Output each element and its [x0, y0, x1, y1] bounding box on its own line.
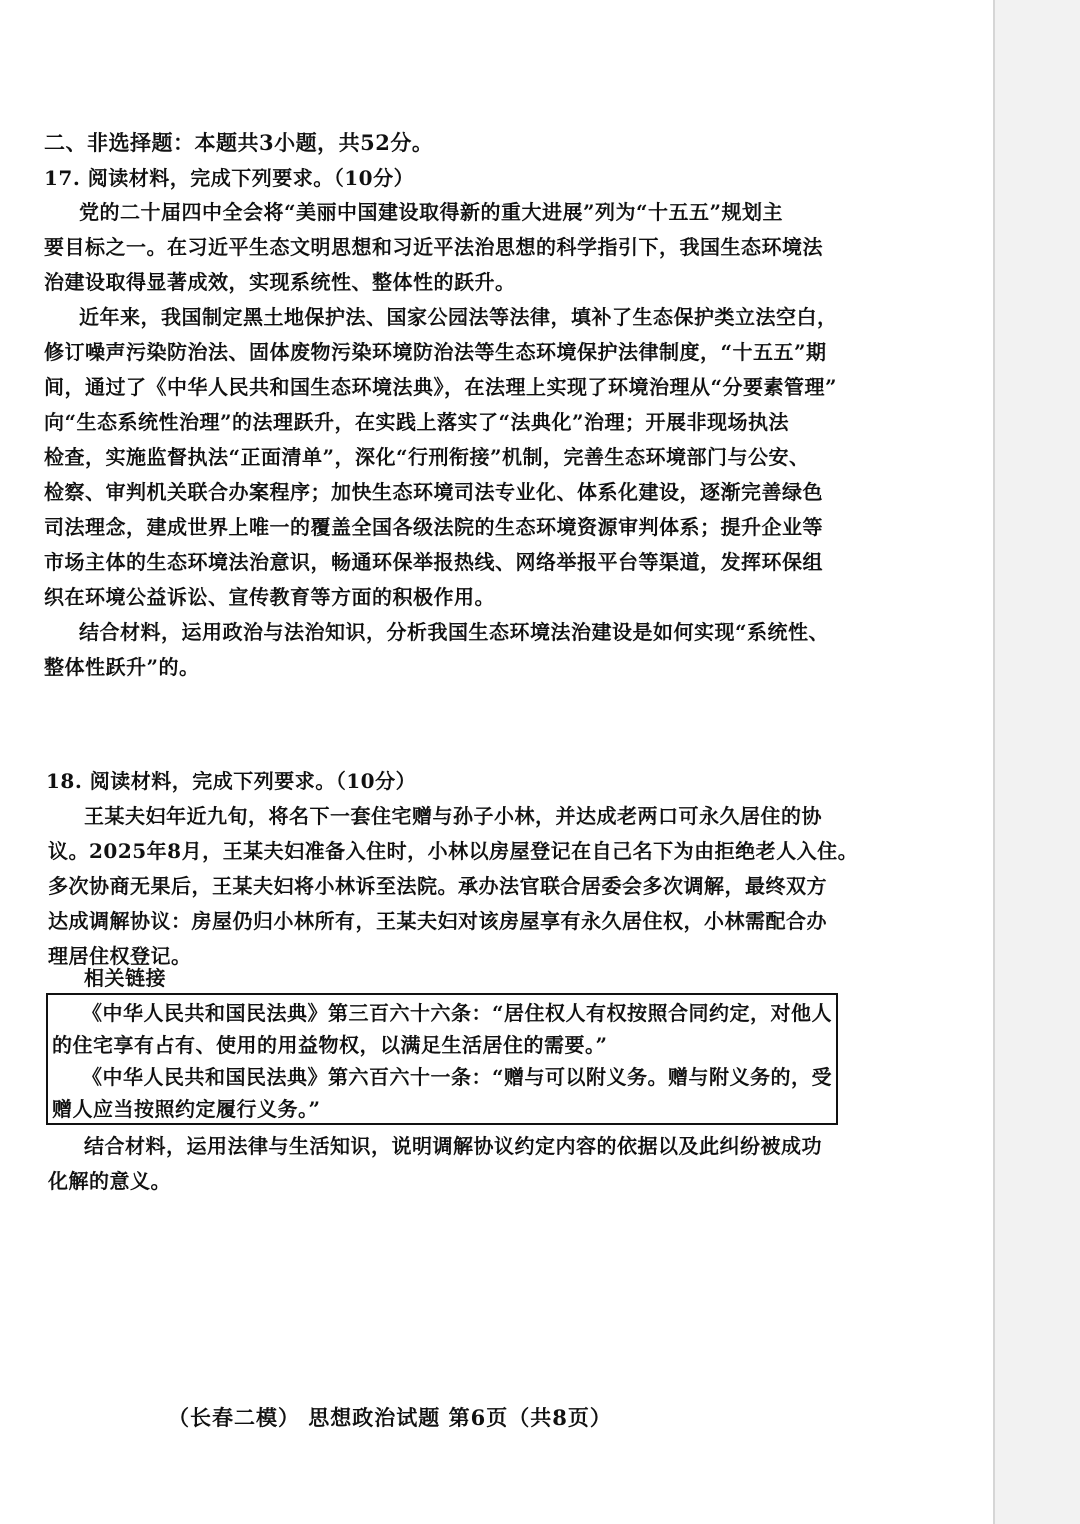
box-line: 《中华人民共和国民法典》第六百六十一条：“赠与可以附义务。赠与附义务的，受 — [82, 1065, 833, 1089]
q17-p1-line: 治建设取得显著成效，实现系统性、整体性的跃升。 — [44, 270, 516, 294]
q17-p2-line: 检查，实施监督执法“正面清单”，深化“行刑衔接”机制，完善生态环境部门与公安、 — [44, 445, 810, 469]
q18-p1-line: 多次协商无果后，王某夫妇将小林诉至法院。承办法官联合居委会多次调解，最终双方 — [48, 874, 827, 898]
q18-title: 18. 阅读材料，完成下列要求。（10分） — [46, 769, 417, 793]
q17-title: 17. 阅读材料，完成下列要求。（10分） — [44, 166, 415, 190]
q17-p2-line: 检察、审判机关联合办案程序；加快生态环境司法专业化、体系化建设，逐渐完善绿色 — [44, 480, 823, 504]
q17-p2-line: 间，通过了《中华人民共和国生态环境法典》，在法理上实现了环境治理从“分要素管理” — [44, 375, 838, 399]
q17-p2-line: 司法理念，建成世界上唯一的覆盖全国各级法院的生态环境资源审判体系；提升企业等 — [44, 515, 823, 539]
q17-p2-line: 向“生态系统性治理”的法理跃升，在实践上落实了“法典化”治理；开展非现场执法 — [44, 410, 790, 434]
page-footer: （长春二模） 思想政治试题 第6页（共8页） — [168, 1405, 612, 1430]
page-edge-shadow — [993, 0, 1080, 1524]
q18-p1-line: 理居住权登记。 — [48, 944, 192, 968]
q18-question-line: 结合材料，运用法律与生活知识，说明调解协议约定内容的依据以及此纠纷被成功 — [84, 1134, 822, 1158]
q18-p1-line: 达成调解协议：房屋仍归小林所有，王某夫妇对该房屋享有永久居住权，小林需配合办 — [48, 909, 827, 933]
q18-question-line: 化解的意义。 — [48, 1169, 171, 1193]
q17-p2-line: 织在环境公益诉讼、宣传教育等方面的积极作用。 — [44, 585, 495, 609]
q17-p1-line: 党的二十届四中全会将“美丽中国建设取得新的重大进展”列为“十五五”规划主 — [79, 200, 784, 224]
section-header: 二、非选择题：本题共3小题，共52分。 — [44, 130, 434, 155]
q18-p1-line: 王某夫妇年近九旬，将名下一套住宅赠与孙子小林，并达成老两口可永久居住的协 — [84, 804, 822, 828]
related-link-label: 相关链接 — [84, 966, 166, 990]
box-line: 的住宅享有占有、使用的用益物权，以满足生活居住的需要。” — [52, 1033, 608, 1057]
box-line: 赠人应当按照约定履行义务。” — [52, 1097, 321, 1121]
q17-p1-line: 要目标之一。在习近平生态文明思想和习近平法治思想的科学指引下，我国生态环境法 — [44, 235, 823, 259]
q17-p2-line: 修订噪声污染防治法、固体废物污染环境防治法等生态环境保护法律制度，“十五五”期 — [44, 340, 827, 364]
legal-provisions-box — [46, 993, 838, 1125]
box-line: 《中华人民共和国民法典》第三百六十六条：“居住权人有权按照合同约定，对他人 — [82, 1001, 833, 1025]
q17-question-line: 结合材料，运用政治与法治知识，分析我国生态环境法治建设是如何实现“系统性、 — [79, 620, 830, 644]
q18-p1-line: 议。2025年8月，王某夫妇准备入住时，小林以房屋登记在自己名下为由拒绝老人入住。 — [48, 839, 859, 863]
q17-p2-line: 近年来，我国制定黑土地保护法、国家公园法等法律，填补了生态保护类立法空白， — [79, 305, 838, 329]
q17-question-line: 整体性跃升”的。 — [44, 655, 200, 679]
q17-p2-line: 市场主体的生态环境法治意识，畅通环保举报热线、网络举报平台等渠道，发挥环保组 — [44, 550, 823, 574]
